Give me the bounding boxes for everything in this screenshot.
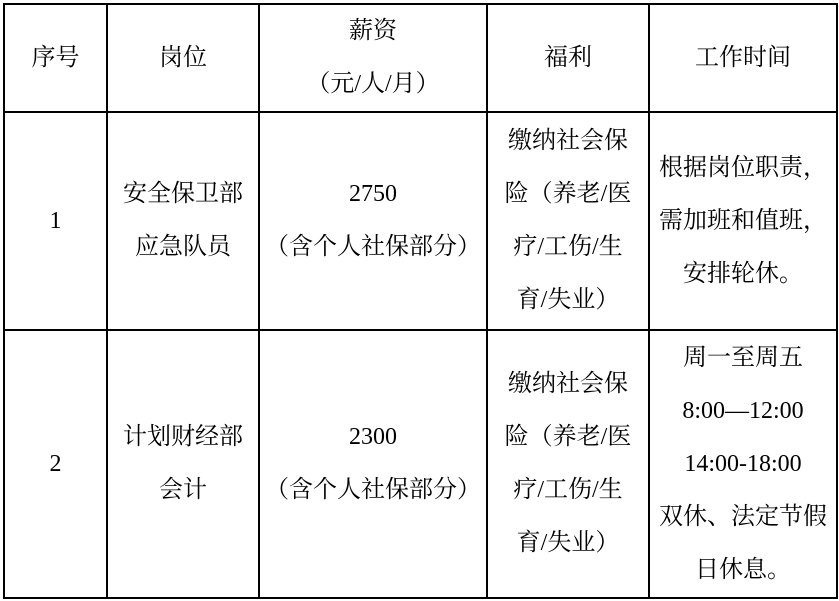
text-line: 育/失业） (516, 287, 620, 313)
text-line: 根据岗位职责， (659, 154, 827, 181)
text-line: 疗/工伤/生 (513, 477, 623, 503)
text-line: 2300 (349, 424, 397, 450)
cell-salary (259, 330, 487, 598)
header-position (107, 4, 259, 112)
cell-position (107, 112, 259, 330)
cell-salary (259, 112, 487, 330)
text-line: （含个人社保部分） (265, 477, 481, 503)
text-line: 安全保卫部 (123, 181, 243, 207)
text-line: 险（养老/医 (504, 424, 632, 450)
text-line: 岗位 (159, 44, 207, 71)
header-benefits (487, 4, 649, 112)
text-line: 需加班和值班， (659, 207, 827, 234)
text-line: 福利 (544, 44, 592, 71)
job-positions-table (3, 3, 838, 599)
cell-no (4, 330, 107, 598)
text-line: 会计 (159, 477, 207, 503)
cell-schedule (649, 112, 837, 330)
text-line: 缴纳社会保 (508, 128, 628, 154)
text-line: 1 (49, 207, 62, 234)
text-line: 周一至周五 (683, 344, 803, 371)
table-header-row (4, 4, 837, 112)
text-line: 缴纳社会保 (508, 371, 628, 397)
header-salary (259, 4, 487, 112)
header-no (4, 4, 107, 112)
cell-no (4, 112, 107, 330)
text-line: 安排轮休。 (683, 260, 803, 287)
text-line: 疗/工伤/生 (513, 234, 623, 260)
text-line: 险（养老/医 (504, 181, 632, 207)
text-line: 14:00-18:00 (684, 450, 802, 477)
text-line: 2 (49, 450, 62, 477)
text-line: 序号 (31, 44, 80, 71)
text-line: （含个人社保部分） (265, 234, 481, 260)
text-line: 薪资 (349, 18, 397, 44)
text-line: 2750 (349, 181, 397, 207)
text-line: 日休息。 (695, 556, 791, 583)
text-line: 双休、法定节假 (659, 503, 827, 530)
text-line: 计划财经部 (123, 424, 243, 450)
text-line: 8:00—12:00 (682, 397, 804, 424)
table-row (4, 330, 837, 598)
text-line: 工作时间 (695, 44, 791, 71)
cell-schedule (649, 330, 837, 598)
cell-benefits (487, 112, 649, 330)
table-row (4, 112, 837, 330)
cell-benefits (487, 330, 649, 598)
header-schedule (649, 4, 837, 112)
cell-position (107, 330, 259, 598)
text-line: 应急队员 (135, 234, 231, 260)
text-line: （元/人/月） (306, 71, 440, 97)
text-line: 育/失业） (516, 530, 620, 556)
